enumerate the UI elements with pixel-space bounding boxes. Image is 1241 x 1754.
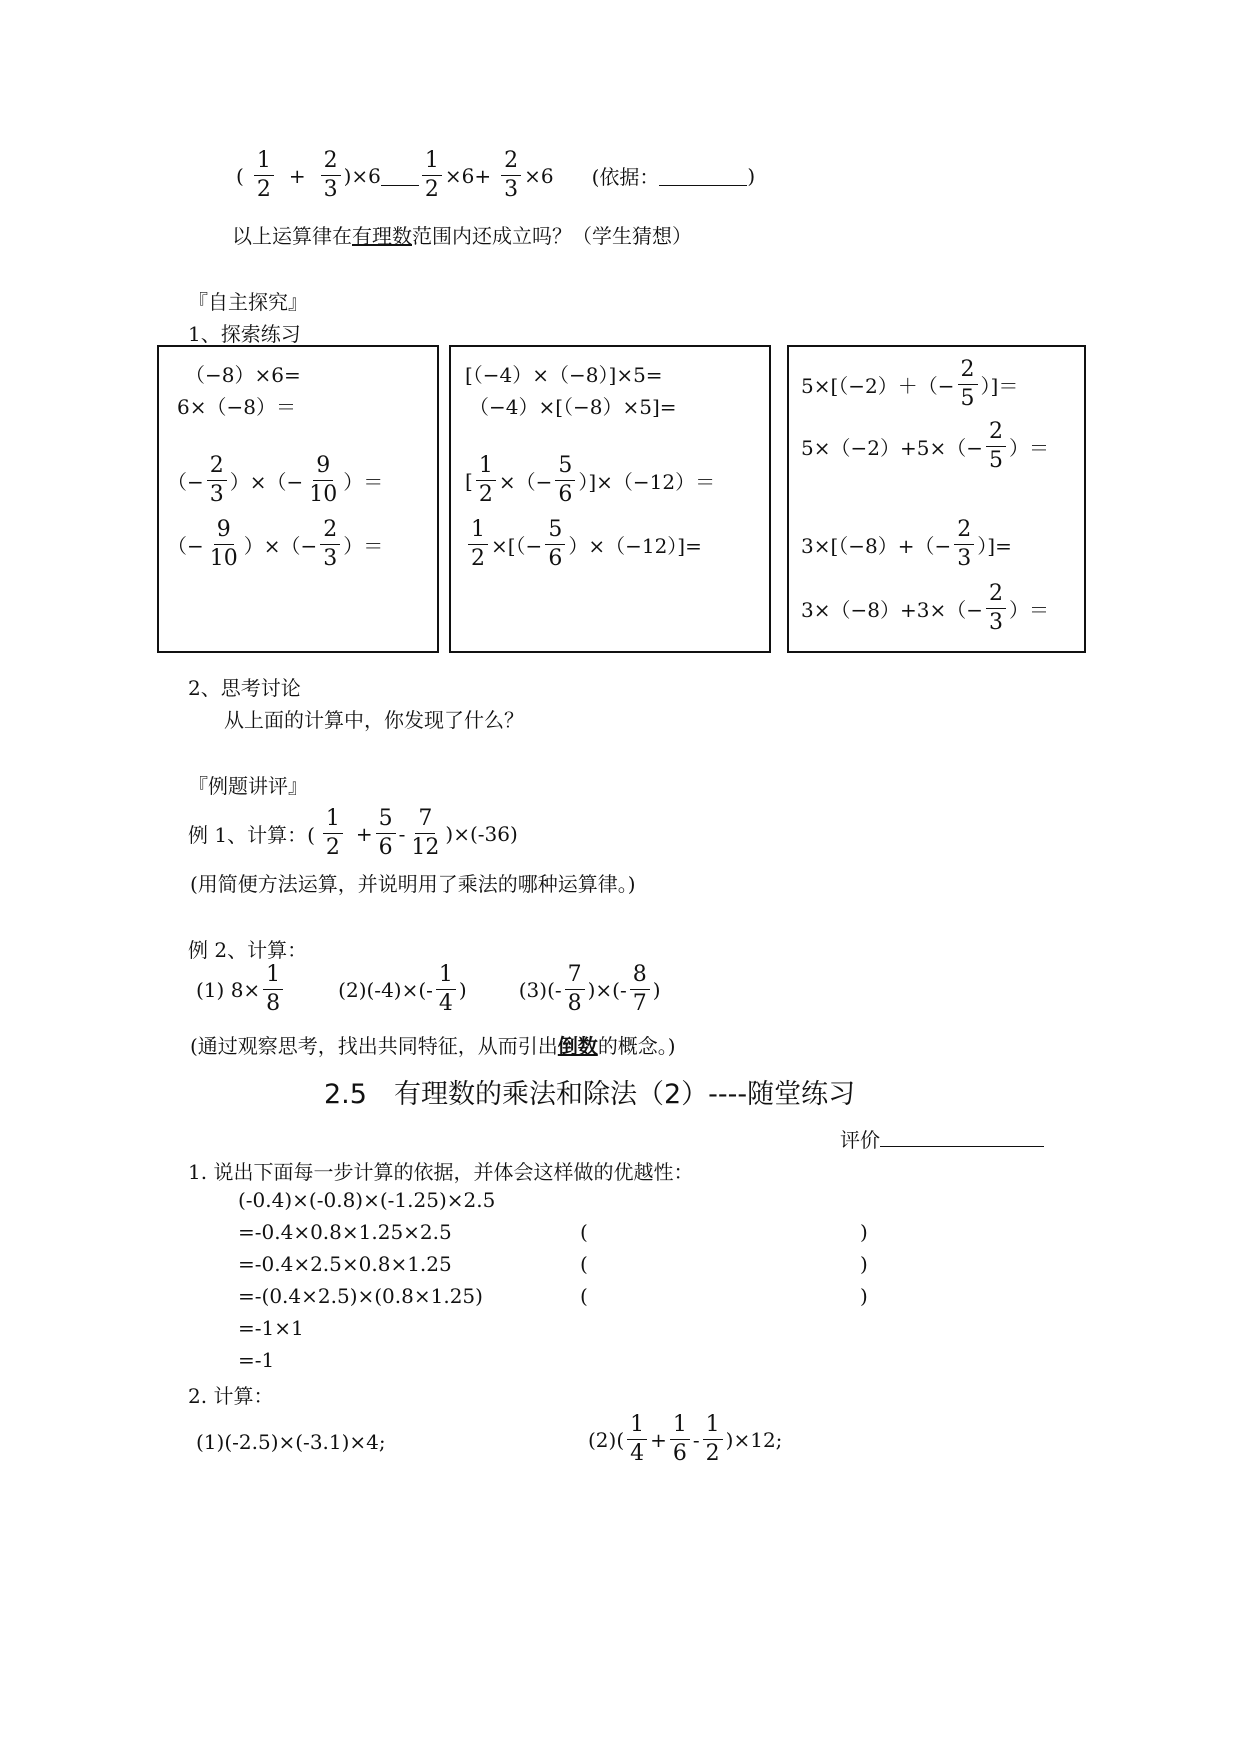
- reason-paren-open: (: [580, 1284, 588, 1308]
- text: (3)(-: [518, 977, 562, 1002]
- rating-blank[interactable]: [880, 1126, 1044, 1147]
- fraction: $\frac{5}{6}$: [545, 519, 565, 570]
- fraction: $\frac{8}{7}$: [630, 964, 650, 1015]
- fraction: $\frac{1}{2}$: [254, 150, 274, 201]
- practice-title: 2.5 有理数的乘法和除法（2）----随堂练习: [324, 1079, 856, 1110]
- text: )×(-: [587, 977, 627, 1002]
- fraction: $\frac{1}{2}$: [703, 1414, 723, 1465]
- exercise-box-3: [787, 345, 1086, 653]
- fraction: $\frac{9}{10}$: [309, 453, 338, 507]
- box1-line1: （−8）×6=: [185, 363, 301, 387]
- step: =-0.4×0.8×1.25×2.5: [238, 1220, 452, 1244]
- box2-line3: [465, 455, 715, 506]
- text: +: [355, 821, 373, 846]
- fraction: $\frac{2}{3}$: [320, 519, 340, 570]
- text: ）＝: [343, 534, 384, 558]
- fraction: $\frac{1}{4}$: [436, 964, 456, 1015]
- q2-problem-2: [588, 1414, 782, 1465]
- text: ）＝: [343, 470, 384, 494]
- fraction: $\frac{2}{5}$: [986, 421, 1006, 472]
- text: ×6: [524, 163, 554, 188]
- text: 5×[（−2）＋（−: [801, 374, 955, 398]
- text: ×[（−: [491, 534, 543, 558]
- box1-line3: [167, 455, 383, 506]
- exercise-box-2: [449, 345, 771, 653]
- box3-line2: [801, 421, 1049, 472]
- section-heading: 『自主探究』: [188, 290, 308, 314]
- text: 3×[（−8）+（−: [801, 534, 952, 558]
- text: ）]=: [977, 534, 1012, 558]
- item-heading: 2、思考讨论: [188, 676, 301, 700]
- text: ）＝: [1008, 436, 1049, 460]
- fraction: $\frac{2}{3}$: [207, 455, 227, 506]
- fraction: $\frac{5}{6}$: [555, 455, 575, 506]
- text: 3×（−8）+3×（−: [801, 598, 983, 622]
- intro-question: [232, 220, 692, 249]
- reason-paren-open: (: [580, 1220, 588, 1244]
- text: 5×（−2）+5×（−: [801, 436, 983, 460]
- example-1-note: (用简便方法运算，并说明用了乘法的哪种运算律。): [190, 872, 636, 896]
- question-1: 1. 说出下面每一步计算的依据，并体会这样做的优越性：: [188, 1160, 694, 1184]
- text: 例 1、计算：(: [188, 823, 315, 847]
- box2-line1: [（−4）×（−8）]×5=: [465, 363, 663, 387]
- text: (1) 8×: [196, 977, 261, 1002]
- text: （−: [167, 470, 204, 494]
- text: ): [747, 163, 756, 188]
- text: ）＝: [1008, 598, 1049, 622]
- fraction: $\frac{1}{2}$: [476, 455, 496, 506]
- item-heading: 1、探索练习: [188, 322, 301, 346]
- basis-blank[interactable]: [659, 165, 747, 186]
- text: (2)(-4)×(-: [338, 977, 433, 1002]
- fraction: $\frac{1}{2}$: [422, 150, 442, 201]
- step: =-1×1: [238, 1316, 304, 1340]
- rating: [840, 1124, 1044, 1153]
- box3-line4: [801, 583, 1049, 634]
- example-2: 例 2、计算：: [188, 938, 308, 962]
- text: (: [236, 163, 244, 188]
- section-heading: 『例题讲评』: [188, 774, 308, 798]
- text: （−: [167, 534, 204, 558]
- fraction: $\frac{7}{8}$: [565, 964, 585, 1015]
- text: 范围内还成立吗？（学生猜想）: [412, 224, 692, 248]
- text: 以上运算律在: [232, 224, 352, 248]
- box1-line2: 6×（−8）＝: [177, 395, 296, 419]
- text: (通过观察思考，找出共同特征，从而引出: [190, 1034, 558, 1058]
- underlined-term: 有理数: [352, 224, 412, 248]
- reason-paren-open: (: [580, 1252, 588, 1276]
- fraction: $\frac{2}{5}$: [958, 359, 978, 410]
- text: ）×（−12）]=: [568, 534, 702, 558]
- step: =-1: [238, 1348, 275, 1372]
- box3-line1: [801, 359, 1018, 410]
- example-2-note: [190, 1030, 676, 1059]
- example-2-problems: [196, 964, 661, 1015]
- text: ×（−: [498, 470, 553, 494]
- step: (-0.4)×(-0.8)×(-1.25)×2.5: [238, 1188, 496, 1212]
- text: ）×（−: [229, 470, 304, 494]
- text: ）]×（−12）＝: [578, 470, 716, 494]
- step: =-(0.4×2.5)×(0.8×1.25): [238, 1284, 483, 1308]
- box2-line4: [465, 519, 702, 570]
- fraction: $\frac{2}{3}$: [501, 150, 521, 201]
- text: ): [652, 977, 661, 1002]
- basis-label: (依据：: [591, 165, 660, 189]
- text: ×6+: [444, 163, 492, 188]
- text: (2)(: [588, 1427, 625, 1452]
- box3-line3: [801, 519, 1012, 570]
- text: )×(-36): [445, 821, 518, 846]
- reason-paren-close: ): [860, 1252, 868, 1276]
- fraction: $\frac{1}{6}$: [670, 1414, 690, 1465]
- fraction: $\frac{2}{3}$: [986, 583, 1006, 634]
- text: )×6: [343, 163, 381, 188]
- step: =-0.4×2.5×0.8×1.25: [238, 1252, 452, 1276]
- text: ）]＝: [980, 374, 1019, 398]
- fraction: $\frac{2}{3}$: [954, 519, 974, 570]
- fraction: $\frac{1}{4}$: [627, 1414, 647, 1465]
- example-1: [188, 808, 518, 859]
- text: ): [458, 977, 467, 1002]
- intro-equation: [236, 150, 755, 201]
- text: 的概念。): [597, 1034, 676, 1058]
- text: -: [692, 1427, 700, 1452]
- fraction: $\frac{7}{12}$: [411, 806, 440, 860]
- fraction: $\frac{1}{2}$: [323, 808, 343, 859]
- key-term: 倒数: [557, 1034, 598, 1058]
- discussion-text: 从上面的计算中，你发现了什么？: [224, 708, 524, 732]
- fraction: $\frac{5}{6}$: [376, 808, 396, 859]
- text: [: [465, 468, 473, 493]
- fraction: $\frac{1}{2}$: [468, 519, 488, 570]
- exercise-box-1: [157, 345, 439, 653]
- question-2: 2. 计算：: [188, 1384, 274, 1408]
- text: -: [398, 821, 406, 846]
- text: ）×（−: [243, 534, 318, 558]
- text: )×12;: [725, 1427, 783, 1452]
- fraction: $\frac{9}{10}$: [209, 517, 238, 571]
- answer-blank[interactable]: [381, 165, 419, 186]
- fraction: $\frac{2}{3}$: [321, 150, 341, 201]
- reason-paren-close: ): [860, 1284, 868, 1308]
- fraction: $\frac{1}{8}$: [263, 964, 283, 1015]
- box2-line2: （−4）×[（−8）×5]=: [469, 395, 677, 419]
- text: +: [650, 1427, 667, 1452]
- text: +: [288, 163, 306, 188]
- rating-label: 评价: [840, 1128, 880, 1152]
- box1-line4: [167, 519, 383, 570]
- reason-paren-close: ): [860, 1220, 868, 1244]
- q2-problem-1: (1)(-2.5)×(-3.1)×4;: [196, 1430, 386, 1454]
